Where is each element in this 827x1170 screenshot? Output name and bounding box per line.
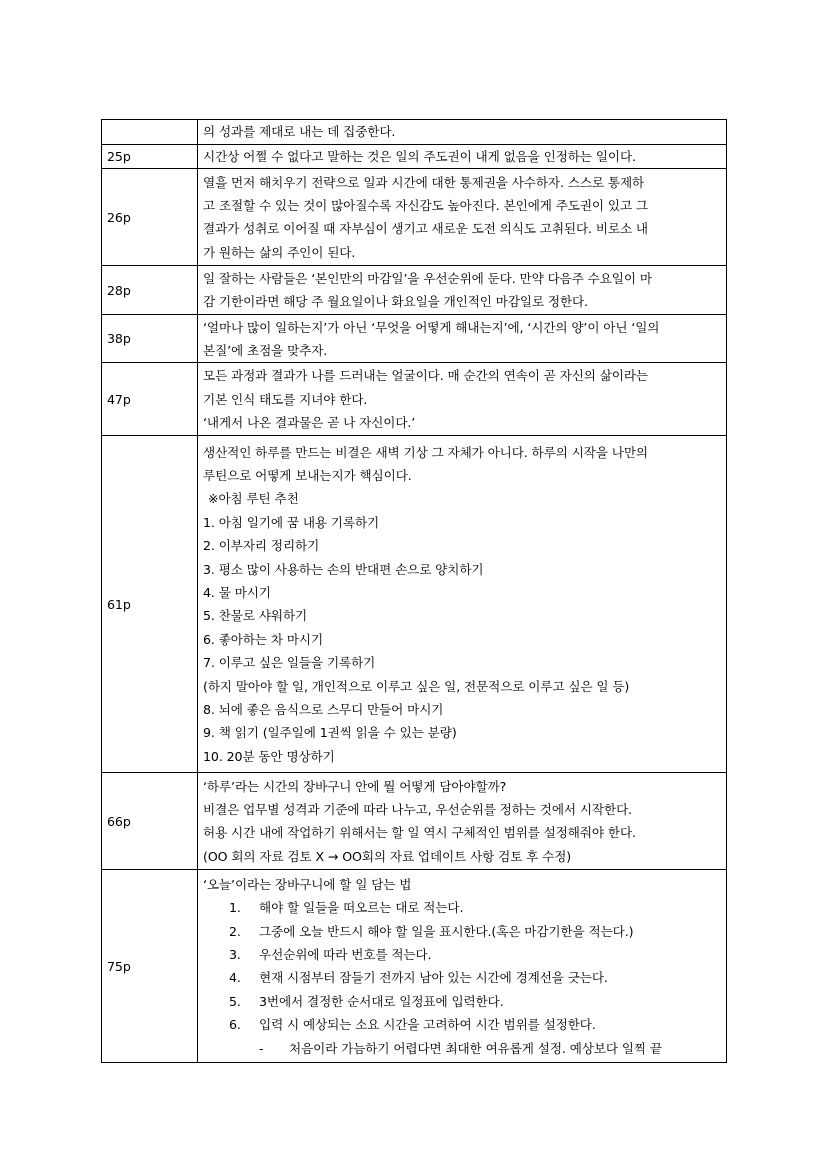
note-content (198, 169, 727, 266)
table-row (102, 870, 727, 1063)
note-line: ‘오늘’이라는 장바구니에 할 일 담는 법 (203, 876, 412, 892)
note-content (198, 120, 727, 145)
list-item: 3. 평소 많이 사용하는 손의 반대편 손으로 양치하기 (203, 561, 484, 577)
step-text: 그중에 오늘 반드시 해야 할 일을 표시한다.(혹은 마감기한을 적는다.) (259, 923, 634, 939)
step-number: 5. (229, 993, 241, 1009)
list-item (229, 1013, 722, 1036)
note-line: 본질’에 초점을 맞추자. (203, 342, 328, 358)
note-line: 생산적인 하루를 만드는 비결은 새벽 기상 그 자체가 아니다. 하루의 시작을 나만의 (203, 444, 649, 460)
step-text: 해야 할 일들을 떠오르는 대로 적는다. (259, 900, 464, 916)
page-number: 75p (102, 870, 198, 1063)
page-number: 66p (102, 773, 198, 870)
note-line: 의 성과를 제대로 내는 데 집중한다. (203, 124, 396, 140)
table-row (102, 363, 727, 436)
note-line: 루틴으로 어떻게 보내는지가 핵심이다. (203, 467, 412, 483)
page-number: 61p (102, 436, 198, 773)
note-content (198, 870, 727, 1063)
page-number (102, 120, 198, 145)
note-line: ‘하루’라는 시간의 장바구니 안에 뭘 어떻게 담아야할까? (203, 778, 507, 794)
list-item: 2. 이부자리 정리하기 (203, 538, 320, 554)
note-line: 일 잘하는 사람들은 ‘본인만의 마감일’을 우선순위에 둔다. 만약 다음주 수요일이 마 (203, 271, 652, 286)
routine-heading: ※아침 루틴 추천 (208, 491, 299, 507)
table-row (102, 773, 727, 870)
note-line: 가 원하는 삶의 주인이 된다. (203, 244, 356, 260)
note-content (198, 145, 727, 169)
table-row (102, 436, 727, 773)
note-content (198, 266, 727, 315)
sub-item (203, 1037, 722, 1060)
note-line: 허용 시간 내에 작업하기 위해서는 할 일 역시 구체적인 범위를 설정해줘야 한다. (203, 825, 636, 841)
page-number: 47p (102, 363, 198, 436)
note-content (198, 315, 727, 363)
step-number: 3. (229, 947, 241, 962)
list-item: 10. 20분 동안 명상하기 (203, 748, 335, 764)
table-row (102, 266, 727, 315)
table-row (102, 169, 727, 266)
page-number: 25p (102, 145, 198, 169)
note-line: 결과가 성취로 이어질 때 자부심이 생기고 새로운 도전 의식도 고취된다. 비로소 내 (203, 221, 649, 237)
list-item (229, 990, 722, 1013)
steps-list (203, 896, 722, 1036)
step-number: 1. (229, 900, 241, 916)
list-item: 5. 찬물로 샤워하기 (203, 608, 308, 624)
list-item: 9. 책 읽기 (일주일에 1권씩 읽을 수 있는 분량) (203, 725, 457, 741)
step-text: 3번에서 결정한 순서대로 일정표에 입력한다. (259, 993, 504, 1009)
dash-bullet: - (259, 1040, 264, 1056)
step-number: 2. (229, 923, 241, 939)
note-line: 감 기한이라면 해당 주 월요일이나 화요일을 개인적인 마감일로 정한다. (203, 294, 589, 310)
list-item: 1. 아침 일기에 꿈 내용 기록하기 (203, 514, 380, 530)
page-number: 26p (102, 169, 198, 266)
note-line: 시간상 어쩔 수 없다고 말하는 것은 일의 주도권이 내게 없음을 인정하는 일이다. (203, 149, 636, 164)
list-item: 4. 물 마시기 (203, 585, 271, 600)
table-row (102, 315, 727, 363)
list-item (229, 966, 722, 989)
list-item: (하지 말아야 할 일, 개인적으로 이루고 싶은 일, 전문적으로 이루고 싶은 일 등) (203, 678, 630, 694)
list-item (229, 943, 722, 966)
sub-item-text: 처음이라 가늠하기 어렵다면 최대한 여유롭게 설정. 예상보다 일찍 끝 (289, 1040, 662, 1056)
note-content (198, 436, 727, 773)
list-item: 8. 뇌에 좋은 음식으로 스무디 만들어 마시기 (203, 702, 444, 718)
step-number: 6. (229, 1017, 241, 1033)
note-line: ‘얼마나 많이 일하는지’가 아닌 ‘무엇을 어떻게 해내는지’에, ‘시간의 양’이 아닌 ‘일의 (203, 319, 660, 335)
note-line: ‘내게서 나온 결과물은 곧 나 자신이다.’ (203, 415, 416, 431)
step-number: 4. (229, 970, 241, 986)
note-line: (OO 회의 자료 검토 X → OO회의 자료 업데이트 사항 검토 후 수정) (203, 848, 572, 864)
page-number: 38p (102, 315, 198, 363)
note-content (198, 363, 727, 436)
note-line: 기본 인식 태도를 지녀야 한다. (203, 391, 368, 407)
list-item: 6. 좋아하는 차 마시기 (203, 631, 324, 647)
notes-table (101, 119, 727, 1063)
table-row (102, 120, 727, 145)
note-line: 모든 과정과 결과가 나를 드러내는 얼굴이다. 매 순간의 연속이 곧 자신의 삶이라는 (203, 368, 649, 384)
step-text: 우선순위에 따라 번호를 적는다. (259, 947, 432, 962)
step-text: 현재 시점부터 잠들기 전까지 남아 있는 시간에 경계선을 긋는다. (259, 970, 608, 986)
note-line: 비결은 업무별 성격과 기준에 따라 나누고, 우선순위를 정하는 것에서 시작한다. (203, 802, 633, 817)
note-content (198, 773, 727, 870)
note-line: 열흘 먼저 해치우기 전략으로 일과 시간에 대한 통제권을 사수하자. 스스로 통제하 (203, 174, 645, 190)
list-item: 7. 이루고 싶은 일들을 기록하기 (203, 655, 376, 671)
note-line: 고 조절할 수 있는 것이 많아질수록 자신감도 높아진다. 본인에게 주도권이 있고 그 (203, 198, 649, 213)
list-item (229, 920, 722, 943)
step-text: 입력 시 예상되는 소요 시간을 고려하여 시간 범위를 설정한다. (259, 1017, 596, 1033)
list-item (229, 896, 722, 919)
table-row (102, 145, 727, 169)
page-number: 28p (102, 266, 198, 315)
